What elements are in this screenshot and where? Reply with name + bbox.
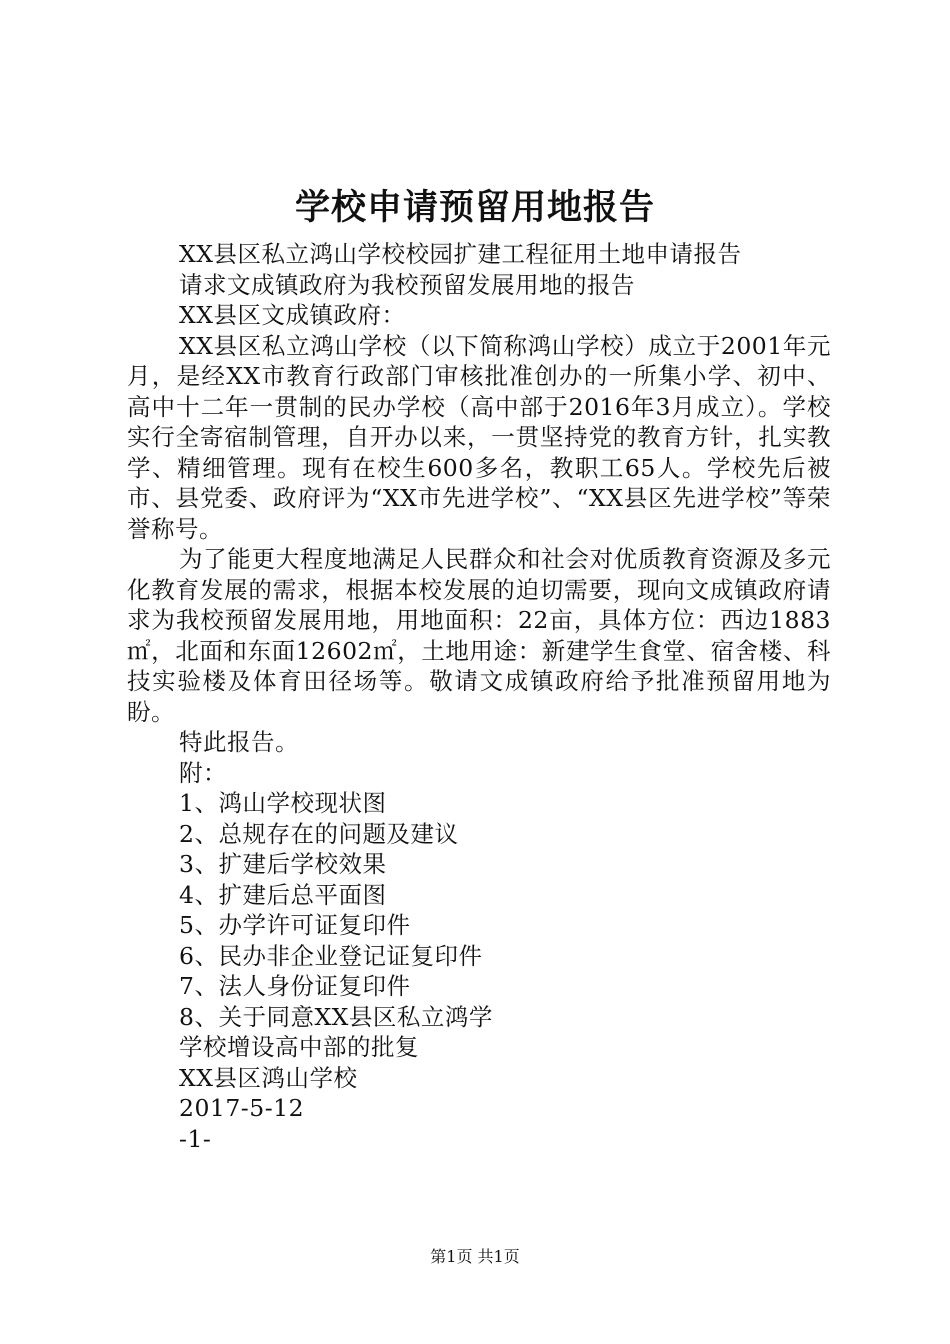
- document-body: [127, 239, 831, 1154]
- attachment-item: 2、总规存在的问题及建议: [179, 819, 459, 848]
- closing-line: 特此报告。: [179, 728, 299, 756]
- attachments-list: [127, 788, 831, 1063]
- salutation: XX县区文成镇政府：: [179, 301, 406, 329]
- attachment-item: 3、扩建后学校效果: [179, 850, 387, 878]
- attachment-item: 4、扩建后总平面图: [179, 880, 387, 909]
- page-footer: 第1页 共1页: [430, 1247, 520, 1266]
- attachment-item: 5、办学许可证复印件: [179, 911, 411, 939]
- document-title: 学校申请预留用地报告: [294, 187, 655, 228]
- attachment-item: 7、法人身份证复印件: [179, 972, 411, 1000]
- signature-organization: XX县区鸿山学校: [179, 1063, 358, 1092]
- attachment-item: 1、鸿山学校现状图: [179, 789, 387, 817]
- attachment-item: 学校增设高中部的批复: [179, 1033, 419, 1061]
- paragraph-intro: XX县区私立鸿山学校（以下简称鸿山学校）成立于2001年元月，是经XX市教育行政部门审核批准创办的一所集小学、初中、高中十二年一贯制的民办学校（高中部于2016年3月成立）。学校实行全寄宿制管理，自开办以来，一贯坚持党的教育方针，扎实教学、精细管理。现有在校生600多名，教职工65人。学校先后被市、县党委、政府评为“XX市先进学校”、“XX县区先进学校”等荣誉称号。: [127, 331, 831, 543]
- attachments-label: 附：: [179, 758, 227, 787]
- subtitle-line-2: 请求文成镇政府为我校预留发展用地的报告: [179, 270, 635, 299]
- paragraph-request: 为了能更大程度地满足人民群众和社会对优质教育资源及多元化教育发展的需求，根据本校发展的迫切需要，现向文成镇政府请求为我校预留发展用地，用地面积：22亩，具体方位：西边1883㎡，北面和东面12602㎡，土地用途：新建学生食堂、宿舍楼、科技实验楼及体育田径场等。敬请文成镇政府给予批准预留用地为盼。: [127, 545, 831, 726]
- page-mark: -1-: [179, 1124, 212, 1153]
- signature-date: 2017-5-12: [179, 1094, 305, 1122]
- attachment-item: 8、关于同意XX县区私立鸿学: [179, 1002, 493, 1031]
- attachment-item: 6、民办非企业登记证复印件: [179, 941, 483, 970]
- subtitle-line-1: XX县区私立鸿山学校校园扩建工程征用土地申请报告: [179, 240, 742, 268]
